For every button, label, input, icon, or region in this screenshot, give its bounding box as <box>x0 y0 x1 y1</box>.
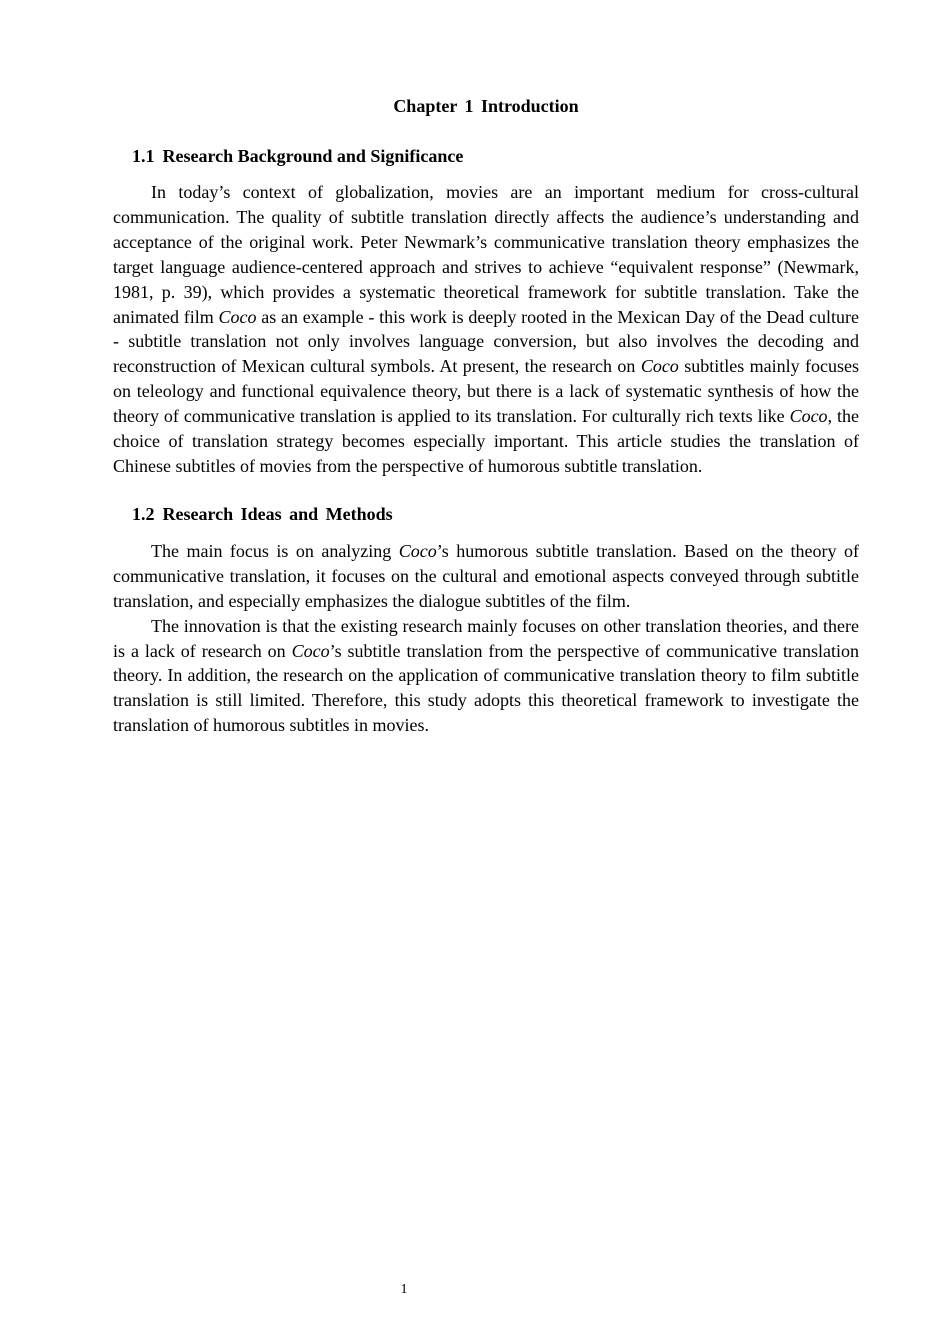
page-number: 1 <box>400 1282 408 1297</box>
text-run: ’s subtitle translation from the perspective of communicative translation theory. In addition, the research on the application of communicative translation theory to film subtitle translation is still limited. Therefore, this study adopts this theoretical framework to investigate the translation of humorous subtitles in movies. <box>113 640 859 736</box>
text-run: ’s humorous subtitle translation. Based on the theory of communicative translation, it focuses on the cultural and emotional aspects conveyed through subtitle translation, and especially emphasizes the dialogue subtitles of the film. <box>113 540 859 611</box>
paragraph-innovation <box>113 614 859 739</box>
film-title: Coco <box>398 540 437 561</box>
film-title: Coco <box>640 356 679 377</box>
text-run: The innovation is that the existing research mainly focuses on other translation theories, and there is a lack of research on <box>113 615 859 661</box>
text-run: as an example - this work is deeply rooted in the Mexican Day of the Dead culture - subtitle translation not only involves language conversion, but also involves the decoding and reconstruction of Mexican cultural symbols. At present, the research on <box>113 306 859 377</box>
text-run: The main focus is on analyzing <box>151 540 399 561</box>
paragraph-background <box>113 180 859 479</box>
chapter-title: Chapter 1 Introduction <box>393 96 579 116</box>
paragraph-focus <box>113 539 859 614</box>
text-run: , the choice of translation strategy becomes especially important. This article studies the translation of Chinese subtitles of movies from the perspective of humorous subtitle translation. <box>113 406 859 476</box>
section-title: Research Ideas and Methods <box>162 503 393 524</box>
page-body <box>113 92 859 738</box>
film-title: Coco <box>291 640 330 661</box>
text-run: In today’s context of globalization, movies are an important medium for cross-cultural communication. The quality of subtitle translation directly affects the audience’s understanding and acceptance of the original work. Peter Newmark’s communicative translation theory emphasizes the target language audience-centered approach and strives to achieve “equivalent response” (Newmark, 1981, p. 39), which provides a systematic theoretical framework for subtitle translation. Take the animated film <box>113 182 859 327</box>
section-heading-1-2 <box>113 500 859 528</box>
section-number: 1.2 <box>132 503 155 524</box>
film-title: Coco <box>218 306 257 327</box>
section-title: Research Background and Significance <box>162 146 464 166</box>
section-heading-1-1 <box>113 142 859 170</box>
text-run: subtitles mainly focuses on teleology and functional equivalence theory, but there is a lack of systematic synthesis of how the theory of communicative translation is applied to its translation. For culturally rich texts like <box>113 356 859 427</box>
film-title: Coco <box>789 406 828 427</box>
section-number: 1.1 <box>132 146 155 166</box>
